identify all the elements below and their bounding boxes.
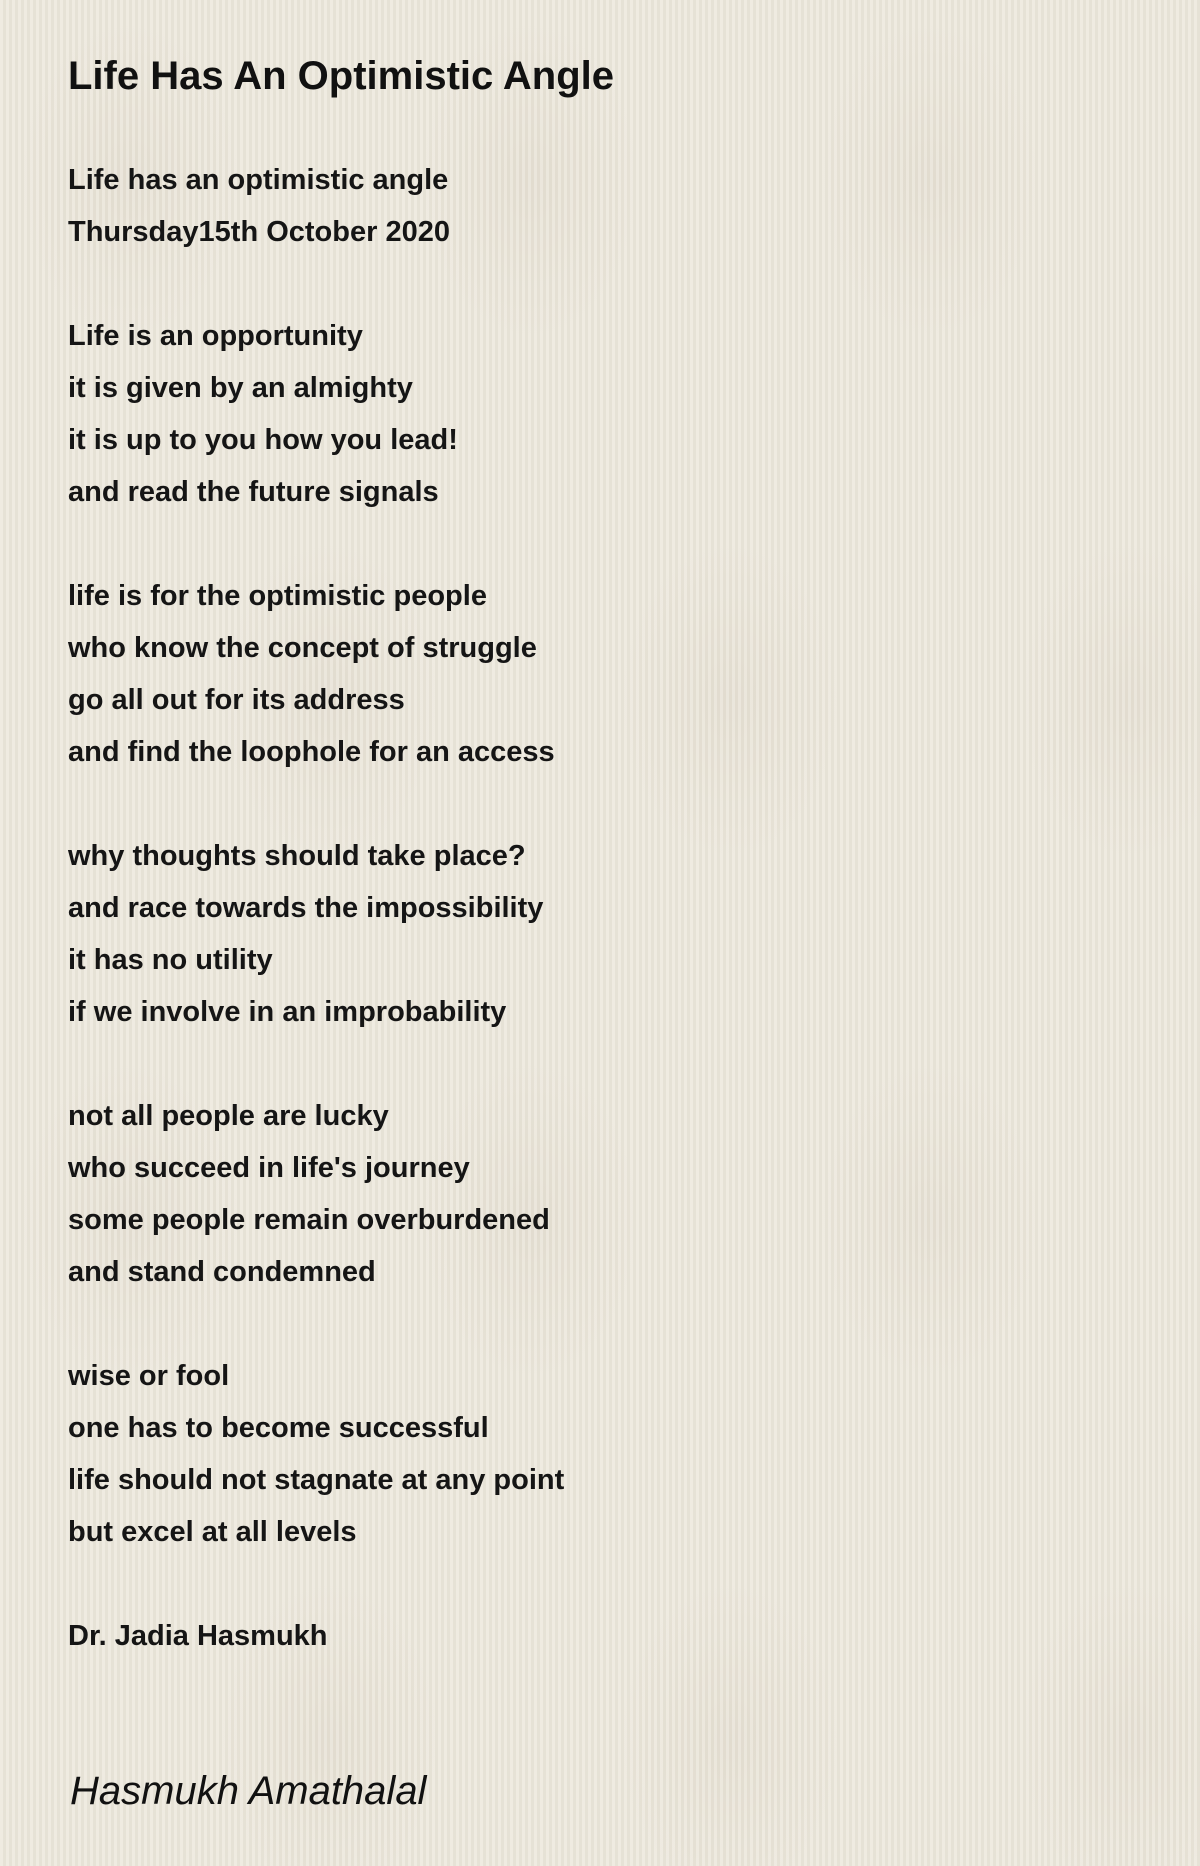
author-name: Hasmukh Amathalal: [70, 1769, 427, 1813]
poem-title: Life Has An Optimistic Angle: [68, 54, 614, 98]
poem-body: Life has an optimistic angle Thursday15th October 2020 Life is an opportunity it is given by an almighty it is up to you how you lead! and read the future signals life is for the optimistic people who know the concept of struggle go all out for its address and find the loophole for an access why thoughts should take place? and race towards the impossibility it has no utility if we involve in an improbability not all people are lucky who succeed in life's journey some people remain overburdened and stand condemned wise or fool one has to become successful life should not stagnate at any point but excel at all levels Dr. Jadia Hasmukh: [68, 164, 565, 1652]
poem-card: [68, 50, 1148, 1662]
